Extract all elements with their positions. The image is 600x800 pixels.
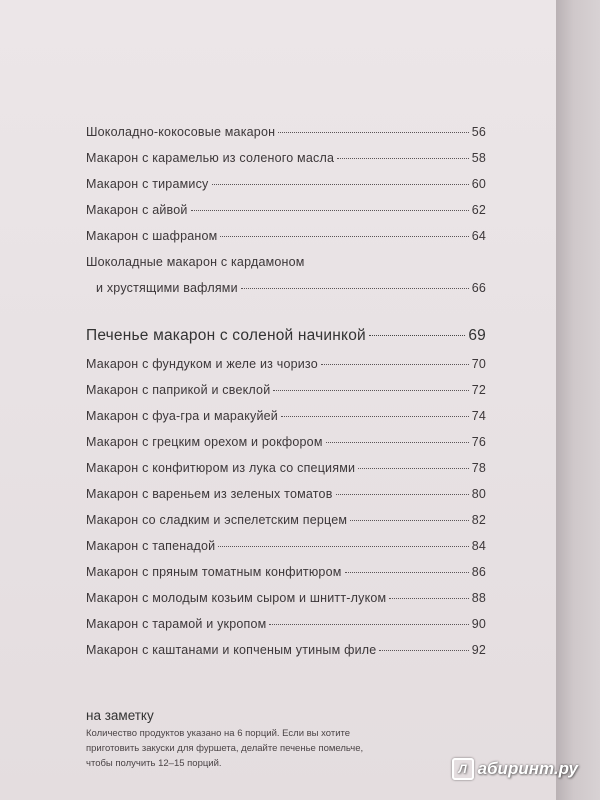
dot-leader: [212, 184, 469, 185]
section-heading-page: 69: [468, 327, 486, 344]
dot-leader: [389, 598, 468, 599]
toc-entry-title: Макарон с шафраном: [86, 229, 218, 243]
toc-entry-title: Макарон с вареньем из зеленых томатов: [86, 487, 333, 501]
toc-entry-title: Макарон с молодым козьим сыром и шнитт-луком: [86, 591, 387, 605]
toc-entry-page: 66: [471, 281, 486, 295]
toc-entry-title: Макарон с тарамой и укропом: [86, 617, 267, 631]
toc-entry-page: 86: [471, 565, 486, 579]
toc-entry: [86, 513, 486, 539]
toc-entry-line1: [86, 255, 486, 281]
toc-entry: [86, 591, 486, 617]
dot-leader: [358, 468, 469, 469]
toc-entry-page: 74: [471, 409, 486, 423]
toc-entry: [86, 203, 486, 229]
toc-entry-title: Макарон с пряным томатным конфитюром: [86, 565, 342, 579]
table-of-contents: [86, 125, 486, 669]
toc-entry-title: Шоколадные макарон с кардамоном: [86, 255, 305, 269]
toc-entry: [86, 461, 486, 487]
dot-leader: [350, 520, 468, 521]
toc-entry-page: 90: [471, 617, 486, 631]
note-title: на заметку: [86, 708, 154, 723]
toc-entry-title-cont: и хрустящими вафлями: [96, 281, 238, 295]
dot-leader: [281, 416, 469, 417]
toc-entry: [86, 539, 486, 565]
toc-entry-page: 82: [471, 513, 486, 527]
section-heading: [86, 327, 486, 357]
dot-leader: [278, 132, 468, 133]
toc-entry-title: Макарон с каштанами и копченым утиным филе: [86, 643, 377, 657]
toc-entry-title: Шоколадно-кокосовые макарон: [86, 125, 276, 139]
toc-entry-page: 84: [471, 539, 486, 553]
dot-leader: [379, 650, 468, 651]
toc-entry: [86, 177, 486, 203]
dot-leader: [191, 210, 469, 211]
note-box: [86, 708, 506, 771]
dot-leader: [218, 546, 468, 547]
toc-entry: [86, 229, 486, 255]
note-line: Количество продуктов указано на 6 порций. Если вы хотите: [86, 728, 351, 739]
toc-entry-page: 76: [471, 435, 486, 449]
dot-leader: [345, 572, 469, 573]
toc-entry-title: Макарон с фуа-гра и маракуйей: [86, 409, 278, 423]
toc-entry: [86, 643, 486, 669]
labirint-logo-icon: Л: [452, 758, 474, 780]
toc-entry: [86, 383, 486, 409]
toc-entry-title: Макарон со сладким и эспелетским перцем: [86, 513, 348, 527]
dot-leader: [273, 390, 468, 391]
toc-entry: [86, 435, 486, 461]
dot-leader: [269, 624, 468, 625]
toc-entry-title: Макарон с фундуком и желе из чоризо: [86, 357, 318, 371]
note-line: приготовить закуски для фуршета, делайте печенье помельче,: [86, 743, 364, 754]
toc-entry-title: Макарон с тапенадой: [86, 539, 216, 553]
toc-entry-title: Макарон с конфитюром из лука со специями: [86, 461, 356, 475]
toc-entry: [86, 487, 486, 513]
toc-entry-page: 60: [471, 177, 486, 191]
toc-entry: [86, 409, 486, 435]
dot-leader: [321, 364, 469, 365]
dot-leader: [220, 236, 468, 237]
toc-entry-page: 56: [471, 125, 486, 139]
watermark-text: абиринт.ру: [477, 759, 578, 778]
toc-entry: [86, 151, 486, 177]
dot-leader: [336, 494, 469, 495]
toc-entry: [86, 357, 486, 383]
toc-entry-title: Макарон с тирамису: [86, 177, 209, 191]
toc-entry-title: Макарон с карамелью из соленого масла: [86, 151, 335, 165]
toc-entry: [86, 565, 486, 591]
toc-entry-page: 80: [471, 487, 486, 501]
dot-leader: [369, 335, 465, 336]
toc-entry-line2: [86, 281, 486, 307]
watermark-logo: [452, 758, 578, 780]
dot-leader: [326, 442, 469, 443]
toc-entry-page: 70: [471, 357, 486, 371]
note-line: чтобы получить 12–15 порций.: [86, 758, 222, 769]
toc-entry-page: 88: [471, 591, 486, 605]
toc-entry-page: 92: [471, 643, 486, 657]
toc-entry: [86, 617, 486, 643]
toc-entry-title: Макарон с айвой: [86, 203, 188, 217]
section-heading-title: Печенье макарон с соленой начинкой: [86, 327, 366, 344]
toc-entry-page: 62: [471, 203, 486, 217]
toc-entry-page: 58: [471, 151, 486, 165]
toc-entry-page: 78: [471, 461, 486, 475]
toc-entry-page: 64: [471, 229, 486, 243]
toc-entry-title: Макарон с паприкой и свеклой: [86, 383, 271, 397]
toc-entry-title: Макарон с грецким орехом и рокфором: [86, 435, 323, 449]
dot-leader: [241, 288, 469, 289]
dot-leader: [337, 158, 469, 159]
page-edge: [556, 0, 600, 800]
toc-entry-page: 72: [471, 383, 486, 397]
toc-entry: [86, 125, 486, 151]
